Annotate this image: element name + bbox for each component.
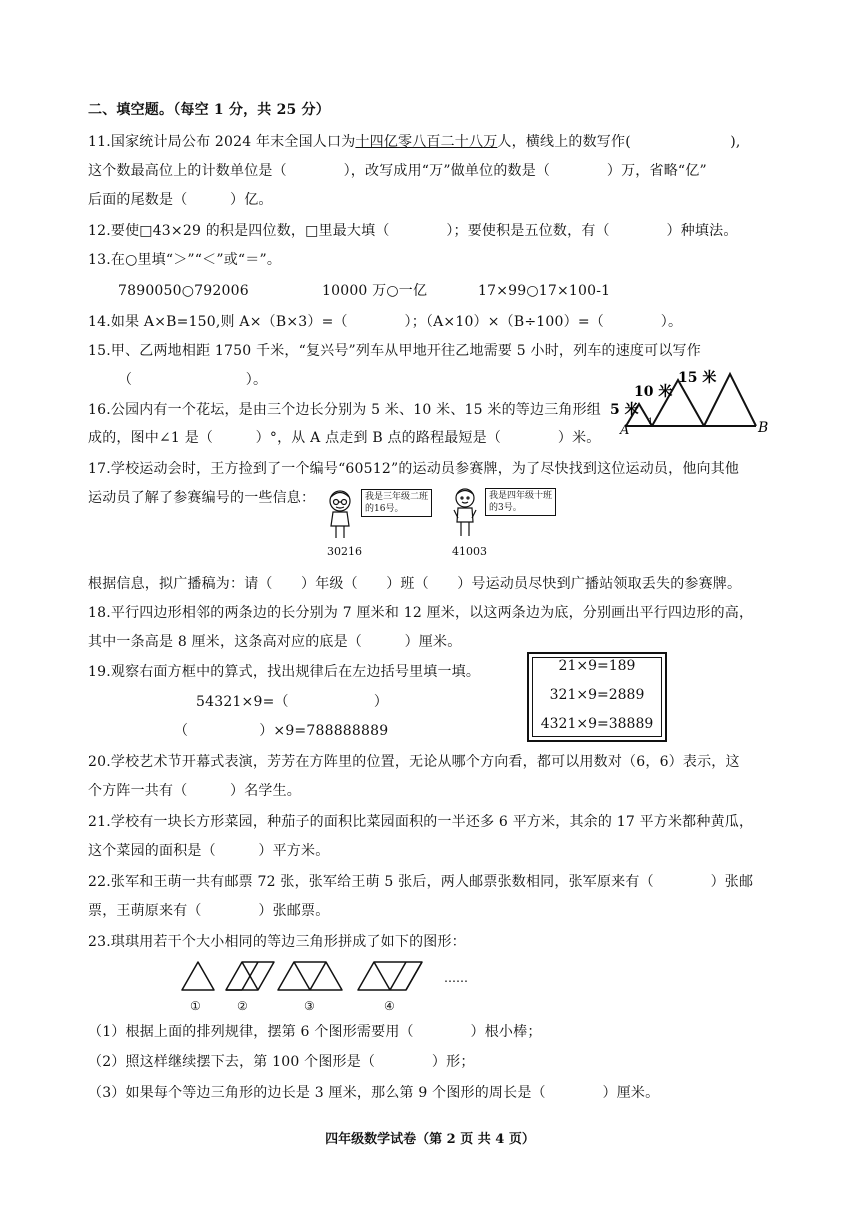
q20-line1: 20.学校艺术节开幕式表演，芳芳在方阵里的位置，无论从哪个方向看，都可以用数对（6，6）表示，这 xyxy=(88,754,740,770)
pattern-label-2: ② xyxy=(237,999,248,1013)
pattern-label-4: ④ xyxy=(384,999,395,1013)
pattern-figure-1 xyxy=(182,962,214,990)
q23-sub3: （3）如果每个等边三角形的边长是 3 厘米，那么第 9 个图形的周长是（ ）厘米。 xyxy=(88,1085,660,1101)
q21-line2: 这个菜园的面积是（ ）平方米。 xyxy=(88,843,330,859)
boy-athlete-icon xyxy=(448,486,482,540)
q13-compare-1: 7890050○792006 xyxy=(118,283,249,299)
q18-line1: 18.平行四边形相邻的两条边的长分别为 7 厘米和 12 厘米，以这两条边为底，分别画出平行四边形的高， xyxy=(88,605,754,621)
q19-line2: 54321×9=（ ） xyxy=(196,694,389,710)
q11-line1 xyxy=(88,132,741,152)
q15-line1: 15.甲、乙两地相距 1750 千米，“复兴号”列车从甲地开往乙地需要 5 小时，列车的速度可以写作 xyxy=(88,343,701,359)
q15-line2: （ ）。 xyxy=(118,372,268,388)
bubble2-line1: 我是四年级十班 xyxy=(489,491,553,501)
pattern-figure-3 xyxy=(278,962,342,990)
q19-line3: （ ）×9=788888889 xyxy=(174,723,389,739)
q13-compare-2: 10000 万○一亿 xyxy=(322,283,428,299)
pattern-eq-2: 321×9=2889 xyxy=(549,687,645,703)
fig-point-b: B xyxy=(758,420,769,436)
q19-pattern-box xyxy=(527,652,667,742)
q11-text-pre: 11.国家统计局公布 2024 年末全国人口为 xyxy=(88,134,356,150)
q16-line2: 成的，图中∠1 是（ ）°，从 A 点走到 B 点的路程最短是（ ）米。 xyxy=(88,430,601,446)
speech-bubble-2 xyxy=(485,488,556,516)
q22-line1: 22.张军和王萌一共有邮票 72 张，张军给王萌 5 张后，两人邮票张数相同，张军原来有（ ）张邮 xyxy=(88,874,754,890)
pattern-label-1: ① xyxy=(190,999,201,1013)
pattern-eq-3: 4321×9=38889 xyxy=(540,716,654,732)
q23-line1: 23.琪琪用若干个大小相同的等边三角形拼成了如下的图形： xyxy=(88,934,466,950)
fig-point-a: A xyxy=(620,423,630,438)
q11-underlined-number: 十四亿零八百二十八万 xyxy=(355,134,498,150)
page-footer: 四年级数学试卷（第 2 页 共 4 页） xyxy=(325,1132,535,1147)
q17-line3: 根据信息，拟广播稿为：请（ ）年级（ ）班（ ）号运动员尽快到广播站领取丢失的参赛牌。 xyxy=(88,576,742,592)
fig-label-15m: 15 米 xyxy=(678,370,717,386)
fig-label-10m: 10 米 xyxy=(634,384,673,400)
q17-line1: 17.学校运动会时，王方捡到了一个编号“60512”的运动员参赛牌，为了尽快找到这位运动员，他向其他 xyxy=(88,461,740,477)
q23-sub1: （1）根据上面的排列规律，摆第 6 个图形需要用（ ）根小棒； xyxy=(88,1024,542,1040)
fig-label-5m: 5 米 xyxy=(610,402,639,418)
pattern-ellipsis: …… xyxy=(444,971,468,985)
q13-compare-3: 17×99○17×100-1 xyxy=(478,283,611,299)
bubble1-line1: 我是三年级二班 xyxy=(365,492,429,502)
athlete-id-1: 30216 xyxy=(327,545,362,558)
bubble1-line2: 的16号。 xyxy=(365,504,404,514)
q19-line1: 19.观察右面方框中的算式，找出规律后在左边括号里填一填。 xyxy=(88,664,481,680)
q21-line1: 21.学校有一块长方形菜园，种茄子的面积比菜园面积的一半还多 6 平方米，其余的 17 平方米都种黄瓜， xyxy=(88,814,754,830)
q13-line1: 13.在○里填“＞”“＜”或“＝”。 xyxy=(88,252,282,268)
q14-line: 14.如果 A×B=150,则 A×（B×3）=（ ）；（A×10）×（B÷100）=（ ）。 xyxy=(88,314,683,330)
q23-sub2: （2）照这样继续摆下去，第 100 个图形是（ ）形； xyxy=(88,1054,475,1070)
athlete-id-2: 41003 xyxy=(452,545,487,558)
speech-bubble-1 xyxy=(361,489,432,517)
q16-line1: 16.公园内有一个花坛，是由三个边长分别为 5 米、10 米、15 米的等边三角形组 xyxy=(88,402,601,418)
fig-angle-1: 1 xyxy=(648,417,654,426)
pattern-label-3: ③ xyxy=(304,999,315,1013)
q20-line2: 个方阵一共有（ ）名学生。 xyxy=(88,783,301,799)
girl-athlete-icon xyxy=(323,488,357,540)
triangle-pattern-figure xyxy=(176,956,486,996)
q18-line2: 其中一条高是 8 厘米，这条高对应的底是（ ）厘米。 xyxy=(88,634,462,650)
bubble2-line2: 的3号。 xyxy=(489,503,522,513)
q11-text-post: 人，横线上的数写作( ), xyxy=(497,134,741,150)
section-title: 二、填空题。（每空 1 分，共 25 分） xyxy=(88,102,330,118)
q11-line3: 后面的尾数是（ ）亿。 xyxy=(88,192,273,208)
pattern-eq-1: 21×9=189 xyxy=(558,658,636,674)
q12-line: 12.要使□43×29 的积是四位数，□里最大填（ ）；要使积是五位数，有（ ）种填法。 xyxy=(88,223,738,239)
q17-line2: 运动员了解了参赛编号的一些信息： xyxy=(88,490,316,506)
q22-line2: 票，王萌原来有（ ）张邮票。 xyxy=(88,903,330,919)
triangle-flowerbed-figure xyxy=(608,366,772,438)
q11-line2: 这个数最高位上的计数单位是（ ），改写成用“万”做单位的数是（ ）万，省略“亿” xyxy=(88,163,707,179)
pattern-figure-4 xyxy=(358,962,422,990)
